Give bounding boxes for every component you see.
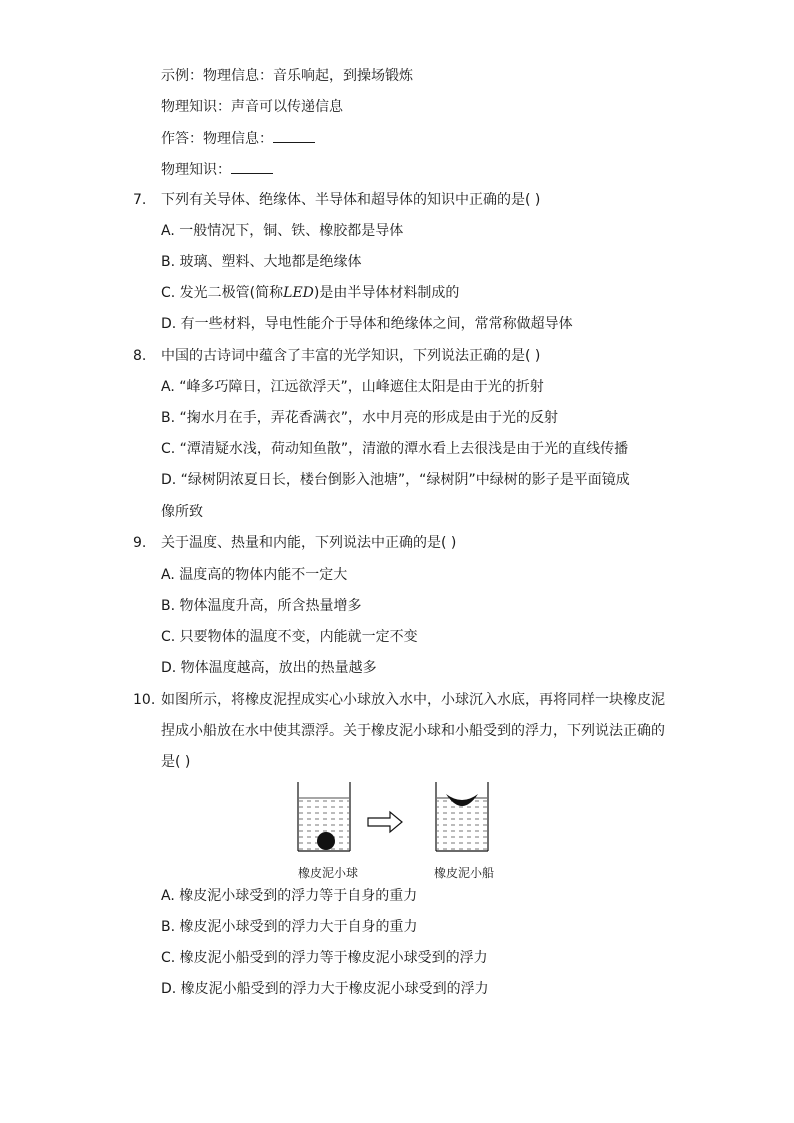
question-9-option-b[interactable]: B. 物体温度升高，所含热量增多	[161, 598, 362, 614]
answer-knowledge-label: 物理知识：	[161, 162, 231, 178]
question-10-stem-line-1: 如图所示，将橡皮泥捏成实心小球放入水中，小球沉入水底，再将同样一块橡皮泥	[161, 692, 665, 708]
option-c-prefix: C. 发光二极管(简称	[161, 285, 284, 301]
answer-info-line	[161, 128, 315, 149]
left-beaker	[298, 782, 350, 851]
knowledge-line: 物理知识：声音可以传递信息	[161, 99, 343, 115]
question-9-number: 9.	[133, 535, 147, 551]
answer-info-blank[interactable]	[273, 128, 315, 143]
question-10-option-d[interactable]: D. 橡皮泥小船受到的浮力大于橡皮泥小球受到的浮力	[161, 981, 489, 997]
clay-ball	[317, 832, 335, 850]
figure-label-ball: 橡皮泥小球	[298, 866, 359, 880]
question-8-stem: 中国的古诗词中蕴含了丰富的光学知识，下列说法正确的是( )	[161, 348, 541, 364]
question-7-number: 7.	[133, 192, 147, 208]
question-10-stem-line-3: 是( )	[161, 754, 191, 770]
right-beaker	[436, 782, 488, 851]
question-8-option-d[interactable]: D. “绿树阴浓夏日长，楼台倒影入池塘”，“绿树阴”中绿树的影子是平面镜成	[161, 472, 630, 488]
question-7-option-a[interactable]: A. 一般情况下，铜、铁、橡胶都是导体	[161, 223, 404, 239]
question-10-option-a[interactable]: A. 橡皮泥小球受到的浮力等于自身的重力	[161, 888, 418, 904]
led-math: LED	[283, 285, 314, 301]
answer-knowledge-blank[interactable]	[231, 159, 273, 174]
question-8-number: 8.	[133, 348, 147, 364]
question-8-option-c[interactable]: C. “潭清疑水浅，荷动知鱼散”，清澈的潭水看上去很浅是由于光的直线传播	[161, 441, 629, 457]
answer-knowledge-line	[161, 159, 273, 180]
example-line: 示例：物理信息：音乐响起，到操场锻炼	[161, 68, 413, 84]
question-7-stem: 下列有关导体、绝缘体、半导体和超导体的知识中正确的是( )	[161, 192, 541, 208]
question-7-option-b[interactable]: B. 玻璃、塑料、大地都是绝缘体	[161, 254, 362, 270]
question-9-option-c[interactable]: C. 只要物体的温度不变，内能就一定不变	[161, 629, 418, 645]
question-7-option-d[interactable]: D. 有一些材料，导电性能介于导体和绝缘体之间，常常称做超导体	[161, 316, 573, 332]
question-9-stem: 关于温度、热量和内能，下列说法中正确的是( )	[161, 535, 457, 551]
question-8-option-a[interactable]: A. “峰多巧障日，江远欲浮天”，山峰遮住太阳是由于光的折射	[161, 379, 544, 395]
arrow-icon	[368, 812, 402, 832]
question-10-number: 10.	[133, 692, 156, 708]
question-9-option-a[interactable]: A. 温度高的物体内能不一定大	[161, 567, 348, 583]
question-8-option-b[interactable]: B. “掬水月在手，弄花香满衣”，水中月亮的形成是由于光的反射	[161, 410, 559, 426]
buoyancy-figure	[290, 780, 500, 860]
figure-label-boat: 橡皮泥小船	[434, 866, 495, 880]
question-7-option-c[interactable]	[161, 283, 459, 303]
question-9-option-d[interactable]: D. 物体温度越高，放出的热量越多	[161, 660, 377, 676]
question-8-option-d-cont: 像所致	[161, 504, 203, 520]
question-10-option-b[interactable]: B. 橡皮泥小球受到的浮力大于自身的重力	[161, 919, 418, 935]
answer-info-label: 作答：物理信息：	[161, 131, 273, 147]
option-c-suffix: )是由半导体材料制成的	[313, 285, 460, 301]
question-10-option-c[interactable]: C. 橡皮泥小船受到的浮力等于橡皮泥小球受到的浮力	[161, 950, 488, 966]
question-10-stem-line-2: 捏成小船放在水中使其漂浮。关于橡皮泥小球和小船受到的浮力，下列说法正确的	[161, 723, 665, 739]
